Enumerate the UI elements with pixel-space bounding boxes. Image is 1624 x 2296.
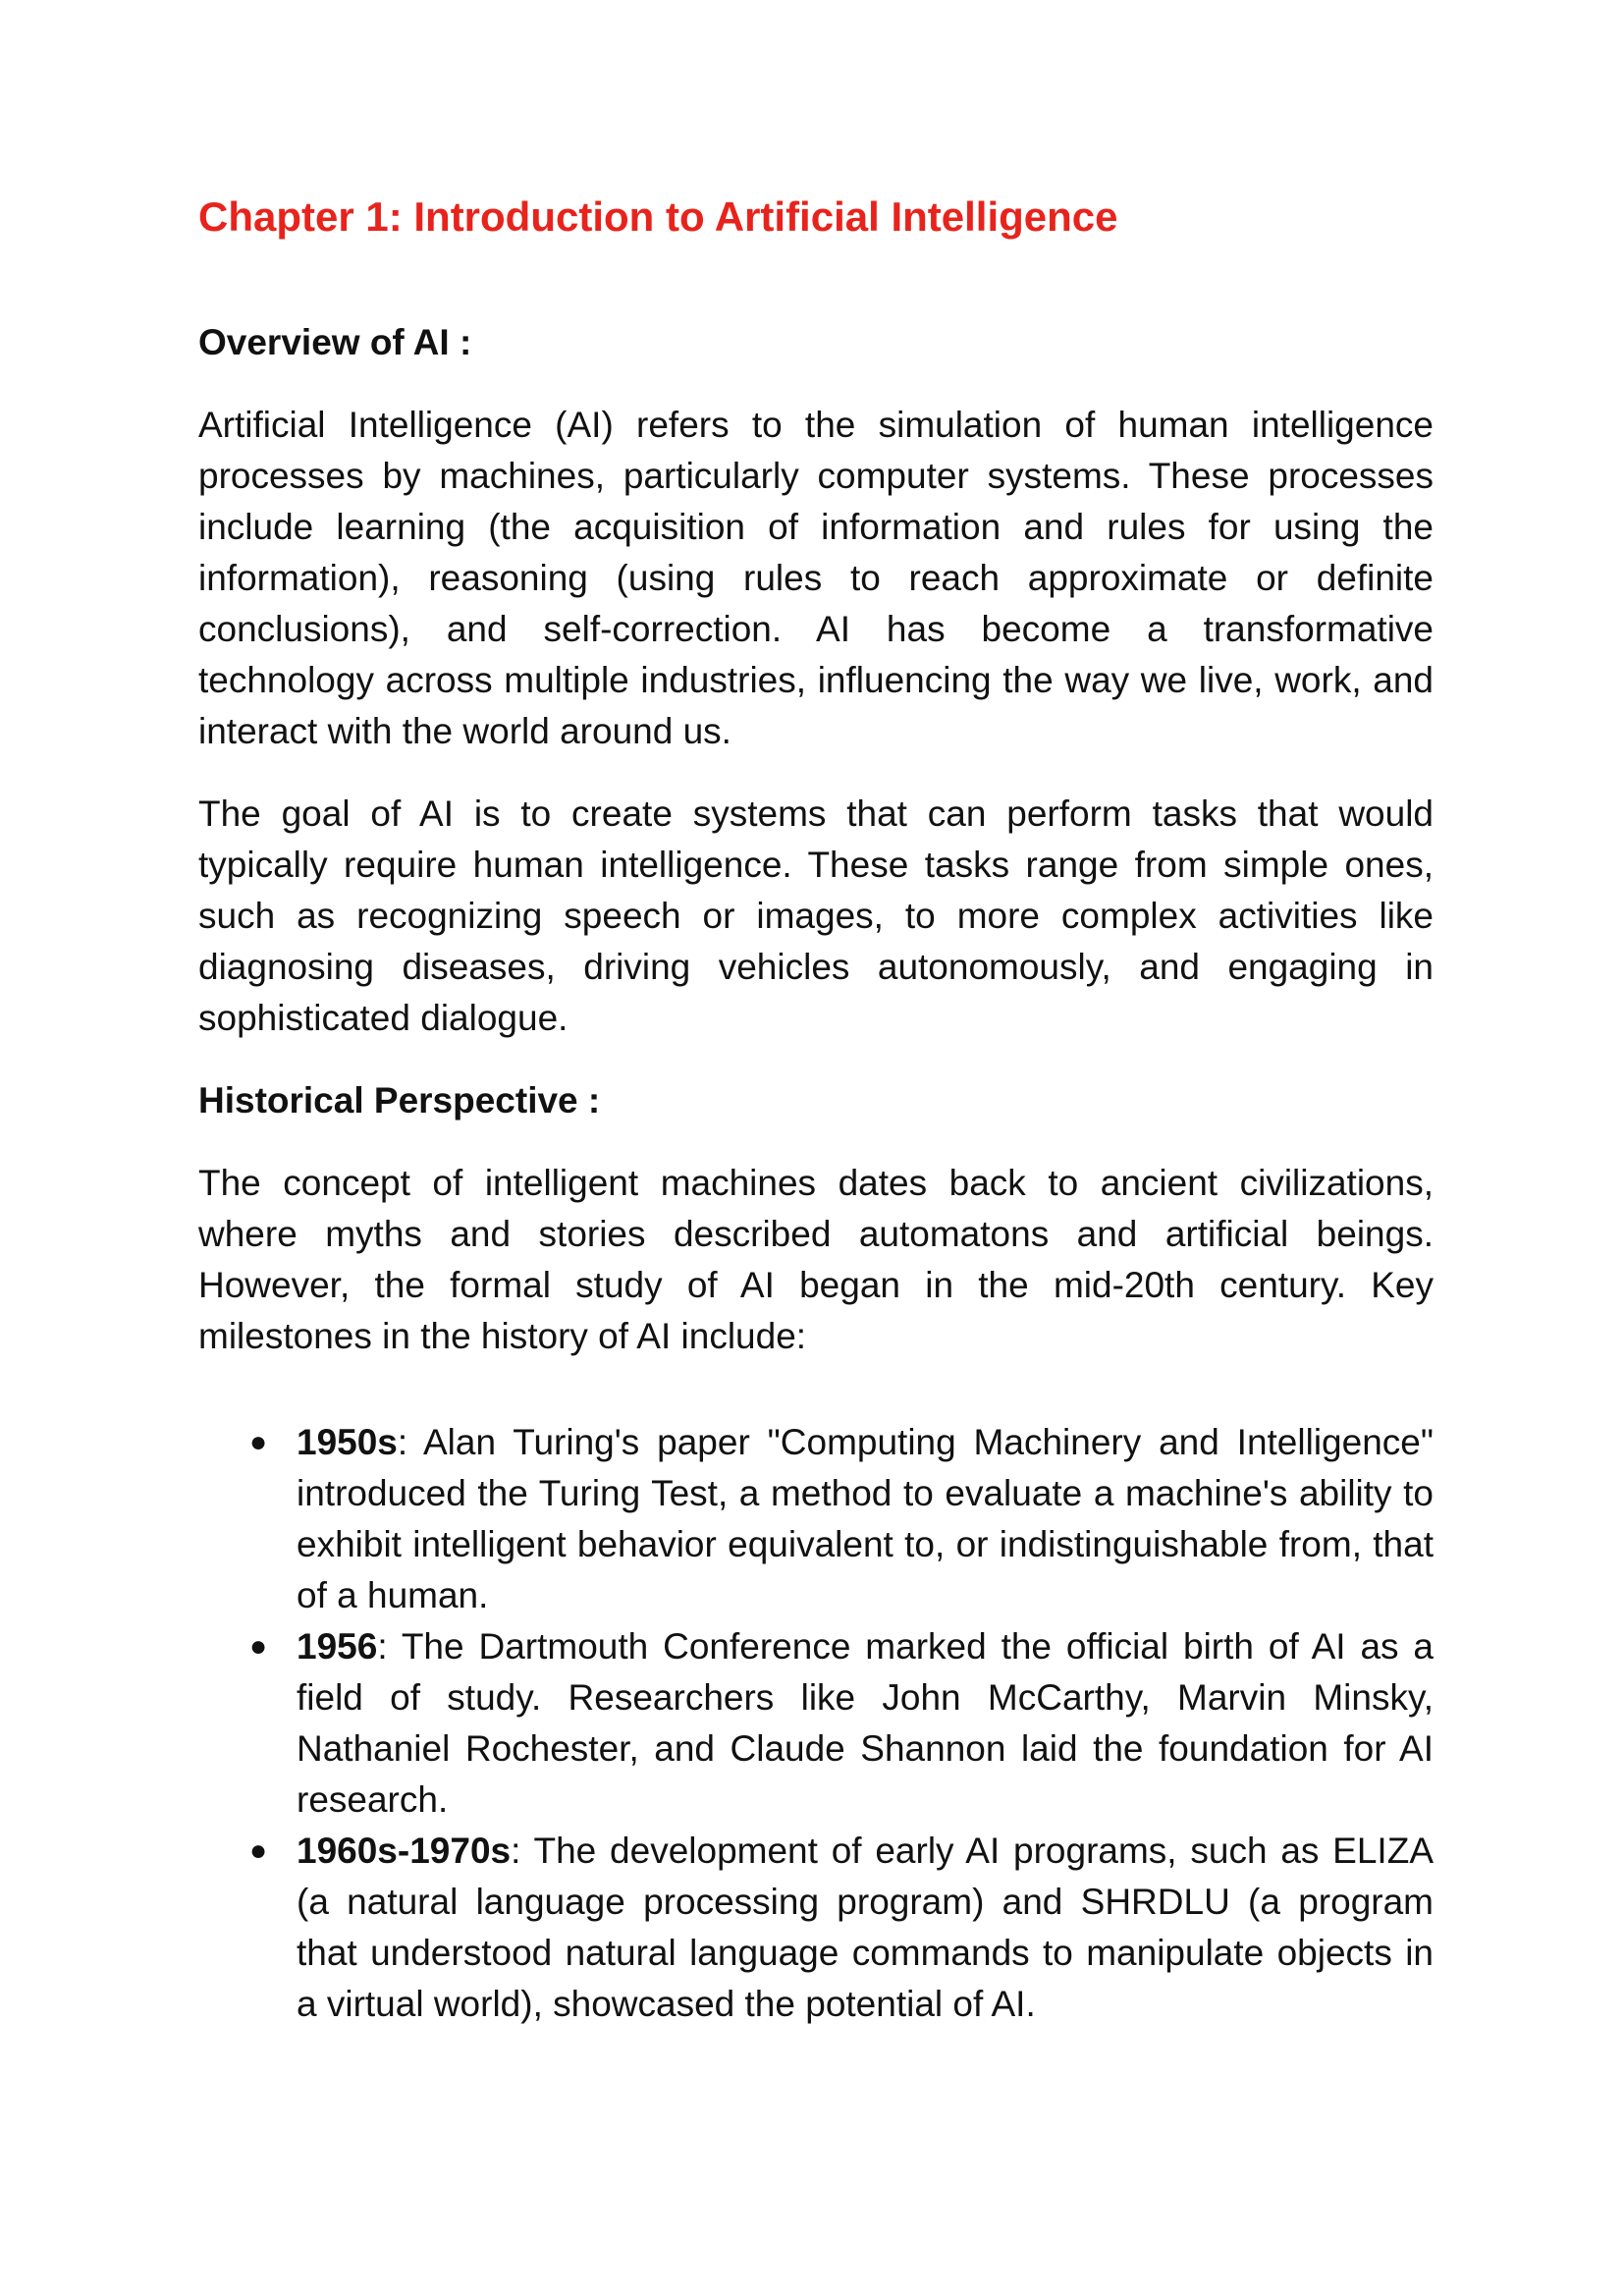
section-historical-perspective (198, 1075, 1434, 2030)
paragraph: Artificial Intelligence (AI) refers to the simulation of human intelligence processes by machines, particularly computer systems. These processes include learning (the acquisition of information and rules for using the information), reasoning (using rules to reach approximate or definite conclusions), and self-correction. AI has become a transformative technology across multiple industries, influencing the way we live, work, and interact with the world around us. (198, 405, 1434, 751)
milestone-text: : Alan Turing's paper "Computing Machinery and Intelligence" introduced the Turing Test, a method to evaluate a machine's ability to exhibit intelligent behavior equivalent to, or indistinguishable from, that of a human. (297, 1422, 1434, 1615)
milestone-term: 1956 (297, 1626, 378, 1667)
bullet-icon: ● (249, 1426, 268, 1458)
document-page (198, 191, 1434, 2030)
paragraph: The goal of AI is to create systems that can perform tasks that would typically require human intelligence. These tasks range from simple ones, such as recognizing speech or images, to more complex activities like diagnosing diseases, driving vehicles autonomously, and engaging in sophisticated dialogue. (198, 793, 1434, 1038)
paragraph: The concept of intelligent machines dates back to ancient civilizations, where myths and stories described automatons and artificial beings. However, the formal study of AI began in the mid-20th century. Key milestones in the history of AI include: (198, 1163, 1434, 1356)
milestone-text: : The Dartmouth Conference marked the official birth of AI as a field of study. Researchers like John McCarthy, Marvin Minsky, Nathaniel Rochester, and Claude Shannon laid the foundation for AI research. (297, 1626, 1434, 1820)
list-item (198, 1417, 1434, 1621)
section-heading-historical: Historical Perspective : (198, 1080, 601, 1121)
bullet-icon: ● (249, 1834, 268, 1867)
section-overview (198, 317, 1434, 1044)
list-item (198, 1826, 1434, 2030)
milestones-list (198, 1417, 1434, 2030)
milestone-text: : The development of early AI programs, such as ELIZA (a natural language processing program) and SHRDLU (a program that understood natural language commands to manipulate objects in a virtual world), showcased the potential of AI. (297, 1831, 1434, 2024)
bullet-icon: ● (249, 1630, 268, 1663)
section-heading-overview: Overview of AI : (198, 322, 472, 362)
milestone-term: 1960s-1970s (297, 1831, 512, 1871)
chapter-title: Chapter 1: Introduction to Artificial Intelligence (198, 193, 1118, 240)
list-item (198, 1621, 1434, 1826)
milestone-term: 1950s (297, 1422, 398, 1462)
